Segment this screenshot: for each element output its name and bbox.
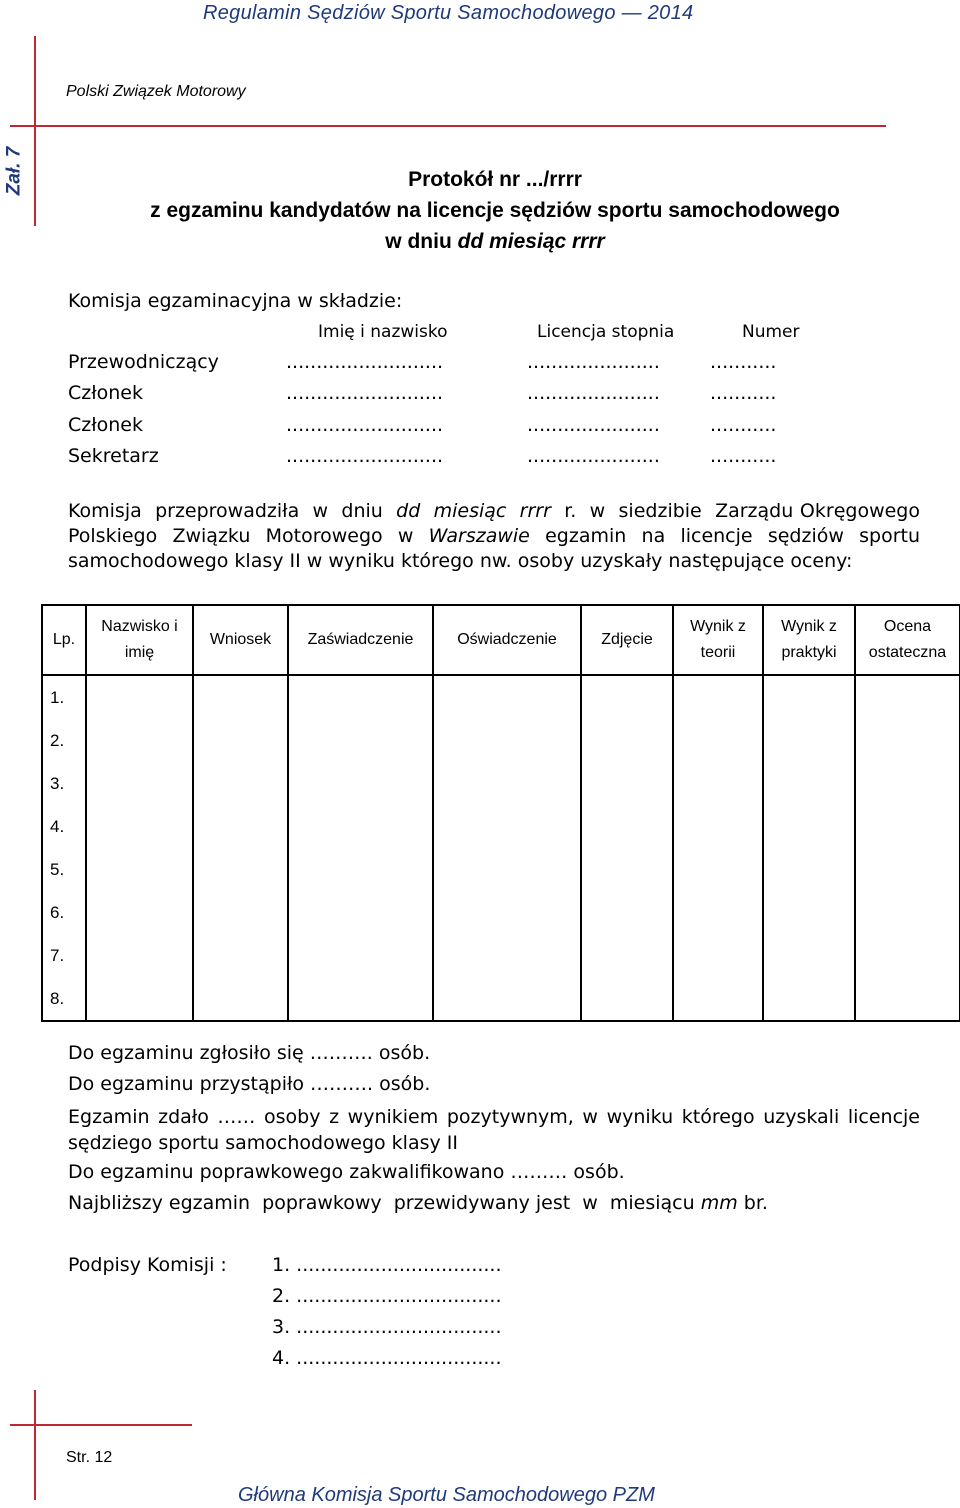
organization-name: Polski Związek Motorowy (66, 83, 246, 100)
member-number-field: ........... (710, 414, 777, 436)
top-rule (10, 125, 886, 127)
table-cell[interactable] (581, 977, 673, 1021)
member-license-field: ...................... (527, 351, 660, 373)
table-cell[interactable] (581, 762, 673, 805)
table-cell[interactable] (288, 891, 433, 934)
row-number: 2. (42, 719, 86, 762)
row-number: 1. (42, 675, 86, 719)
table-cell[interactable] (433, 977, 581, 1021)
registered-count: Do egzaminu zgłosiło się ………. osób. (68, 1042, 431, 1064)
member-license-field: ...................... (527, 382, 660, 404)
member-role: Przewodniczący (68, 351, 219, 373)
table-cell[interactable] (86, 805, 193, 848)
table-cell[interactable] (433, 805, 581, 848)
table-cell[interactable] (433, 762, 581, 805)
table-cell[interactable] (673, 762, 763, 805)
table-cell[interactable] (193, 934, 288, 977)
table-cell[interactable] (288, 934, 433, 977)
table-cell[interactable] (193, 762, 288, 805)
table-cell[interactable] (855, 805, 960, 848)
table-cell[interactable] (288, 977, 433, 1021)
table-cell[interactable] (193, 891, 288, 934)
next-exam-suffix: br. (737, 1192, 768, 1214)
committee-intro: Komisja egzaminacyjna w składzie: (68, 290, 403, 312)
table-row (42, 848, 960, 891)
member-role: Członek (68, 382, 143, 404)
statement-date: dd miesiąc rrrr (396, 500, 551, 522)
table-cell[interactable] (673, 891, 763, 934)
table-cell[interactable] (673, 977, 763, 1021)
table-cell[interactable] (433, 891, 581, 934)
table-cell[interactable] (855, 934, 960, 977)
table-cell[interactable] (581, 805, 673, 848)
table-cell[interactable] (288, 719, 433, 762)
signature-line: 1. .................................. (272, 1254, 502, 1276)
table-cell[interactable] (581, 675, 673, 719)
date-placeholder: dd miesiąc rrrr (457, 230, 605, 253)
bottom-left-rule (34, 1390, 36, 1500)
member-number-field: ........... (710, 382, 777, 404)
row-number: 4. (42, 805, 86, 848)
table-cell[interactable] (193, 977, 288, 1021)
table-cell[interactable] (855, 675, 960, 719)
member-role: Sekretarz (68, 445, 159, 467)
table-cell[interactable] (763, 805, 855, 848)
table-cell[interactable] (855, 762, 960, 805)
protocol-title: Protokół nr .../rrrr (408, 168, 582, 191)
header-theory-result: Wynik z teorii (673, 605, 763, 675)
signature-line: 3. .................................. (272, 1316, 502, 1338)
protocol-date (0, 230, 960, 254)
table-row (42, 719, 960, 762)
left-rule (34, 36, 36, 226)
protocol-subtitle: z egzaminu kandydatów na licencje sędziów sportu samochodowego (150, 199, 840, 222)
table-cell[interactable] (433, 675, 581, 719)
table-row (42, 891, 960, 934)
table-cell[interactable] (581, 719, 673, 762)
row-number: 7. (42, 934, 86, 977)
statement-part-2: r. w siedzibie Zarządu Okręgowego Polskiego Związku Motorowego w (68, 500, 927, 547)
table-cell[interactable] (855, 719, 960, 762)
member-license-field: ...................... (527, 445, 660, 467)
statement-city: Warszawie (428, 525, 530, 547)
table-cell[interactable] (763, 762, 855, 805)
table-cell[interactable] (193, 805, 288, 848)
table-cell[interactable] (86, 762, 193, 805)
header-final-grade: Ocena ostateczna (855, 605, 960, 675)
header-certificate: Zaświadczenie (288, 605, 433, 675)
member-number-field: ........... (710, 351, 777, 373)
table-cell[interactable] (86, 934, 193, 977)
table-cell[interactable] (763, 934, 855, 977)
member-number-field: ........... (710, 445, 777, 467)
table-cell[interactable] (581, 934, 673, 977)
table-cell[interactable] (763, 848, 855, 891)
page-number: Str. 12 (66, 1449, 113, 1466)
col-number-header: Numer (742, 322, 800, 342)
table-cell[interactable] (855, 848, 960, 891)
running-header: Regulamin Sędziów Sportu Samochodowego — 2014 (203, 2, 694, 24)
bottom-rule (10, 1424, 192, 1426)
table-cell[interactable] (193, 848, 288, 891)
table-cell[interactable] (855, 977, 960, 1021)
member-name-field: .......................... (286, 414, 444, 436)
table-cell[interactable] (763, 977, 855, 1021)
header-photo: Zdjęcie (581, 605, 673, 675)
table-cell[interactable] (855, 891, 960, 934)
member-name-field: .......................... (286, 445, 444, 467)
table-cell[interactable] (433, 848, 581, 891)
table-cell[interactable] (86, 848, 193, 891)
date-prefix: w dniu (385, 230, 458, 253)
table-cell[interactable] (86, 675, 193, 719)
col-license-header: Licencja stopnia (537, 322, 675, 342)
running-footer: Główna Komisja Sportu Samochodowego PZM (238, 1484, 655, 1506)
table-cell[interactable] (193, 719, 288, 762)
table-cell[interactable] (193, 675, 288, 719)
table-cell[interactable] (86, 977, 193, 1021)
table-cell[interactable] (288, 675, 433, 719)
signature-line: 2. .................................. (272, 1285, 502, 1307)
table-cell[interactable] (288, 848, 433, 891)
table-cell[interactable] (86, 719, 193, 762)
table-cell[interactable] (581, 891, 673, 934)
table-row (42, 762, 960, 805)
next-exam-text: Najbliższy egzamin poprawkowy przewidywany jest w miesiącu (68, 1192, 701, 1214)
table-cell[interactable] (673, 675, 763, 719)
grades-table (41, 604, 960, 1022)
next-exam (68, 1192, 768, 1214)
member-name-field: .......................... (286, 382, 444, 404)
table-cell[interactable] (673, 934, 763, 977)
row-number: 6. (42, 891, 86, 934)
statement-paragraph (68, 499, 927, 574)
statement-part-1: Komisja przeprowadziła w dniu (68, 500, 397, 522)
signatures-label: Podpisy Komisji : (68, 1254, 227, 1276)
table-cell[interactable] (673, 719, 763, 762)
member-name-field: .......................... (286, 351, 444, 373)
attachment-label: Zał. 7 (3, 146, 25, 196)
retake-count: Do egzaminu poprawkowego zakwalifikowano ……… osób. (68, 1161, 625, 1183)
statement-part-3: egzamin na licencje sędziów sportu samochodowego klasy II w wyniku którego nw. osoby uzyskały następujące oceny: (68, 525, 921, 572)
row-number: 5. (42, 848, 86, 891)
header-declaration: Oświadczenie (433, 605, 581, 675)
next-exam-month: mm (700, 1192, 738, 1214)
table-cell[interactable] (763, 891, 855, 934)
table-row (42, 977, 960, 1021)
table-row (42, 805, 960, 848)
table-cell[interactable] (288, 805, 433, 848)
member-role: Członek (68, 414, 143, 436)
table-cell[interactable] (763, 719, 855, 762)
table-cell[interactable] (433, 934, 581, 977)
table-cell[interactable] (581, 848, 673, 891)
table-header-row (42, 605, 960, 675)
table-row (42, 934, 960, 977)
passed-count: Egzamin zdało …… osoby z wynikiem pozytywnym, w wyniku którego uzyskali licencje sędziego sportu samochodowego klasy II (68, 1106, 920, 1154)
table-cell[interactable] (673, 805, 763, 848)
table-cell[interactable] (673, 848, 763, 891)
col-name-header: Imię i nazwisko (318, 322, 448, 342)
table-cell[interactable] (433, 719, 581, 762)
header-name: Nazwisko i imię (86, 605, 193, 675)
row-number: 8. (42, 977, 86, 1021)
table-cell[interactable] (86, 891, 193, 934)
table-cell[interactable] (288, 762, 433, 805)
signature-line: 4. .................................. (272, 1347, 502, 1369)
row-number: 3. (42, 762, 86, 805)
member-license-field: ...................... (527, 414, 660, 436)
table-cell[interactable] (763, 675, 855, 719)
header-practice-result: Wynik z praktyki (763, 605, 855, 675)
header-lp: Lp. (42, 605, 86, 675)
attended-count: Do egzaminu przystąpiło ………. osób. (68, 1073, 431, 1095)
table-row (42, 675, 960, 719)
header-application: Wniosek (193, 605, 288, 675)
